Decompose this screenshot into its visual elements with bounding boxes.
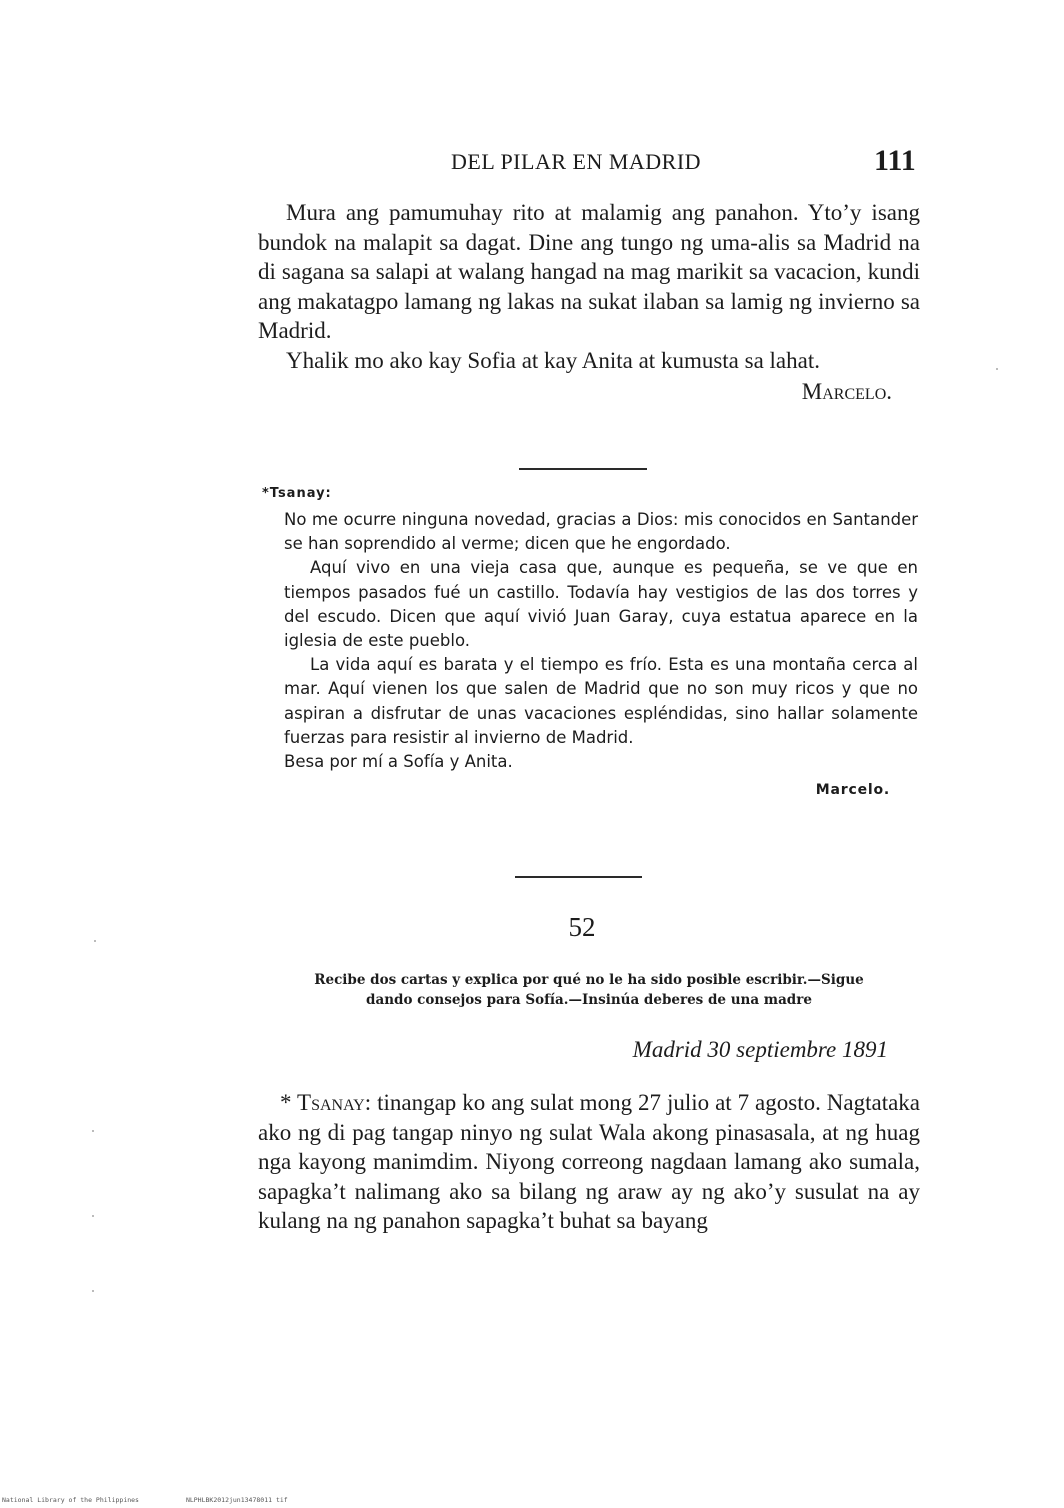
spanish-paragraph-1: No me ocurre ninguna novedad, gracias a Dios: mis conocidos en Santander se han soprendido al verme; dicen que he engordado. [284,510,918,554]
scan-id: NLPHLBK2012jun13478011 tif [185,1496,288,1504]
tagalog-paragraph-1: Mura ang pamumuhay rito at malamig ang panahon. Yto’y isang bundok na malapit sa dagat. Dine ang tungo ng uma-alis sa Madrid na di sagana sa salapi at walang hangad na mag marikit sa vacacion, kundi ang makatagpo lamang ng lakas na sukat ilaban sa lamig ng invierno sa Madrid. [258,200,920,343]
scan-speck [92,1130,94,1132]
letter-summary [258,970,920,1010]
letter-number: 52 [568,912,596,942]
scan-speck [94,940,96,942]
summary-line-1: Recibe dos cartas y explica por qué no le ha sido posible escribir.—Sigue [314,972,864,988]
scan-speck [996,368,998,370]
scan-speck [92,1290,94,1292]
tagalog-signature: Marcelo. [801,379,892,404]
spanish-paragraph-4: Besa por mí a Sofía y Anita. [284,752,513,772]
dateline: Madrid 30 septiembre 1891 [632,1037,888,1062]
summary-line-2: dando consejos para Sofía.—Insinúa deberes de una madre [366,992,812,1008]
tagalog-paragraph-2: Yhalik mo ako kay Sofia at kay Anita at kumusta sa lahat. [286,347,820,373]
note-spanish [284,508,918,802]
scan-footer [2,1496,288,1504]
salutation: * Tsanay: [280,1090,372,1115]
letter-51-tagalog [258,198,920,407]
letter-divider [515,876,642,878]
section-divider [519,468,647,470]
letter-52-paragraph [258,1088,920,1236]
letter-52-body [258,1088,920,1236]
note-lead: *Tsanay: [262,486,332,501]
scan-speck [92,1215,94,1217]
spanish-paragraph-3: La vida aquí es barata y el tiempo es frío. Esta es una montaña cerca al mar. Aquí vienen los que salen de Madrid que no son muy ricos y que no aspiran a disfrutar de unas vacaciones espléndidas, sino hallar solamente fuerzas para resistir al invierno de Madrid. [284,655,918,747]
spanish-signature: Marcelo. [815,782,890,799]
page-number: 111 [874,144,916,177]
spanish-paragraph-2: Aquí vivo en una vieja casa que, aunque es pequeña, se ve que en tiempos pasados fué un castillo. Todavía hay vestigios de las dos torres y del escudo. Dicen que aquí vivió Juan Garay, cuya estatua aparece en la iglesia de este pueblo. [284,558,918,651]
running-title: DEL PILAR EN MADRID [451,149,702,174]
scan-credit: National Library of the Philippines [2,1496,139,1504]
letter-52-text: tinangap ko ang sulat mong 27 julio at 7 agosto. Nagtataka ako ng di pag tangap ninyo ng sulat Wala akong pinasasala, at ng huag nga kayong manimdim. Niyong correong nagdaan lamang ako sumala, sapagka’t nalimang ako sa bilang ng araw ay ng ako’y susulat na ay kulang na ng panahon sapagka’t buhat sa bayang [258,1090,921,1233]
